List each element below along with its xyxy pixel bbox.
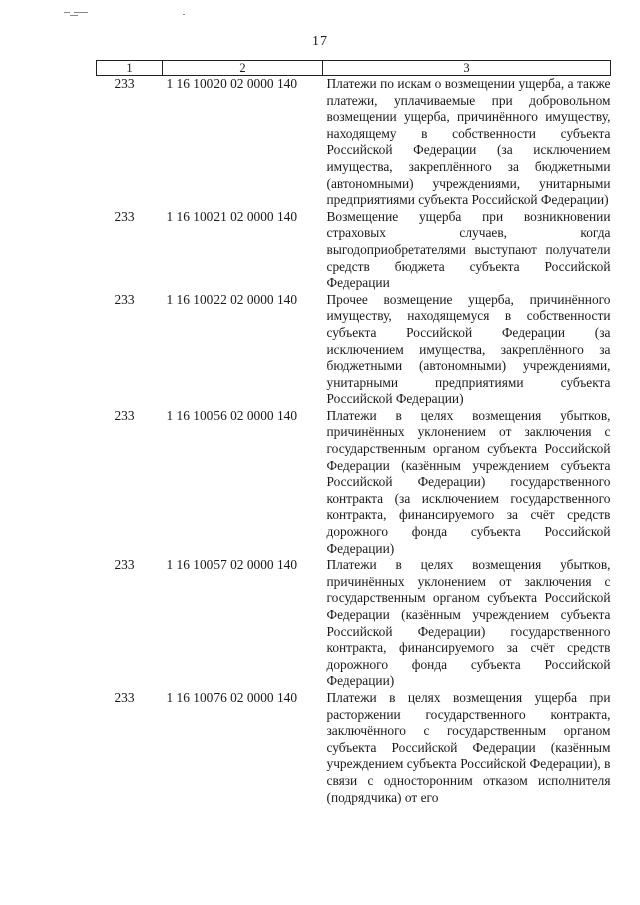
description: Платежи в целях возмещения ущерба при расторжении государственного контракта, заключённого с государственным органом субъекта Российской Федерации (казённым учреждением субъекта Российской Федерации), в связи с односторонним отказом исполнителя (подрядчика) от его bbox=[326, 689, 611, 805]
description: Платежи в целях возмещения убытков, причинённых уклонением от заключения с государственным органом субъекта Российской Федерации (казённым учреждением субъекта Российской Федерации) государственного контракта, финансируемого за счёт средств дорожного фонда субъекта Российской Федерации) bbox=[326, 557, 611, 689]
header-col-1: 1 bbox=[97, 61, 163, 76]
page-number: 17 bbox=[312, 34, 328, 49]
scan-speck bbox=[183, 14, 185, 15]
admin-code: 233 bbox=[114, 291, 135, 307]
budget-codes-table bbox=[96, 60, 611, 806]
admin-code: 233 bbox=[114, 76, 135, 91]
header-col-2: 2 bbox=[163, 61, 323, 76]
budget-code: 1 16 10022 02 0000 140 bbox=[166, 291, 298, 307]
scan-speck bbox=[64, 12, 70, 13]
description: Платежи по искам о возмещении ущерба, а также платежи, уплачиваемые при добровольном возмещении ущерба, причинённого имуществу, находящему в собственности субъекта Российской Федерации (за исключением имущества, закреплённого за бюджетными (автономными) учреждениями, унитарными предприятиями субъекта Российской Федерации) bbox=[326, 76, 611, 208]
table-row bbox=[97, 76, 611, 209]
admin-code: 233 bbox=[114, 407, 135, 423]
budget-code: 1 16 10057 02 0000 140 bbox=[166, 557, 298, 573]
admin-code: 233 bbox=[114, 557, 135, 573]
budget-code: 1 16 10076 02 0000 140 bbox=[166, 689, 298, 705]
budget-code: 1 16 10021 02 0000 140 bbox=[166, 208, 298, 224]
table-row bbox=[97, 209, 611, 292]
description: Платежи в целях возмещения убытков, причинённых уклонением от заключения с государственным органом субъекта Российской Федерации (казённым учреждением субъекта Российской Федерации) государственного контракта (за исключением государственного контракта, финансируемого за счёт средств дорожного фонда субъекта Российской Федерации) bbox=[326, 407, 611, 556]
table-row bbox=[97, 557, 611, 690]
table-header-row bbox=[97, 61, 611, 76]
table-row bbox=[97, 408, 611, 557]
scan-speck bbox=[74, 12, 88, 13]
description: Возмещение ущерба при возникновении страховых случаев, когда выгодоприобретателями выступают получатели средств бюджета субъекта Российской Федерации bbox=[326, 208, 611, 291]
admin-code: 233 bbox=[114, 689, 135, 705]
admin-code: 233 bbox=[114, 208, 135, 224]
budget-code: 1 16 10020 02 0000 140 bbox=[166, 76, 298, 91]
header-col-3: 3 bbox=[323, 61, 611, 76]
description: Прочее возмещение ущерба, причинённого имуществу, находящемуся в собственности субъекта Российской Федерации (за исключением имущества, закреплённого за бюджетными (автономными) учреждениями, унитарными предприятиями субъекта Российской Федерации) bbox=[326, 291, 611, 407]
table-row bbox=[97, 292, 611, 408]
scan-speck bbox=[70, 15, 78, 16]
table-row bbox=[97, 690, 611, 806]
budget-code: 1 16 10056 02 0000 140 bbox=[166, 407, 298, 423]
